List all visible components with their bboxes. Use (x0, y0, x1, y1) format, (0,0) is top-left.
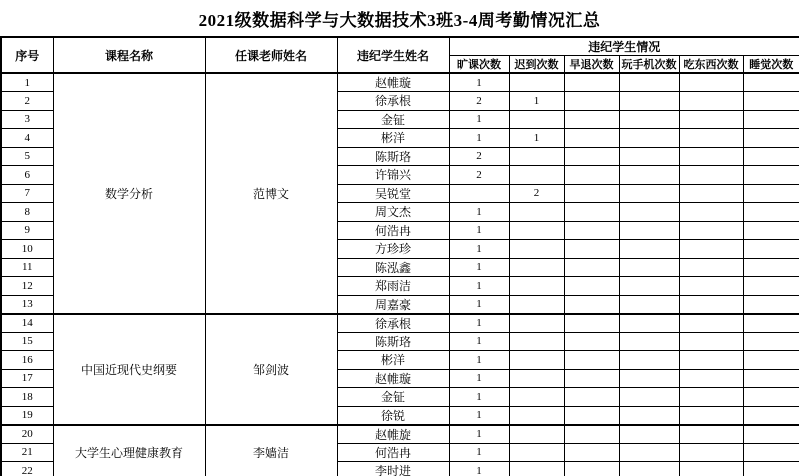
cell-student-name: 徐锐 (337, 406, 449, 425)
cell-count-eating (679, 406, 743, 425)
cell-count-absence: 1 (449, 314, 509, 333)
cell-count-phone (619, 425, 679, 444)
cell-count-absence: 1 (449, 351, 509, 370)
cell-count-eating (679, 332, 743, 351)
cell-count-late: 1 (509, 129, 564, 148)
cell-count-phone (619, 351, 679, 370)
cell-count-eating (679, 166, 743, 185)
cell-serial-number: 5 (1, 147, 53, 166)
cell-count-phone (619, 129, 679, 148)
cell-count-absence: 1 (449, 443, 509, 462)
cell-count-absence: 1 (449, 221, 509, 240)
cell-count-early-leave (564, 166, 619, 185)
cell-count-eating (679, 221, 743, 240)
cell-teacher-name: 邹剑波 (205, 314, 337, 425)
cell-count-early-leave (564, 406, 619, 425)
cell-count-sleeping (743, 406, 799, 425)
cell-count-sleeping (743, 277, 799, 296)
cell-count-sleeping (743, 443, 799, 462)
cell-student-name: 李时进 (337, 462, 449, 476)
cell-count-phone (619, 240, 679, 259)
cell-count-early-leave (564, 314, 619, 333)
cell-count-phone (619, 184, 679, 203)
cell-student-name: 金钲 (337, 388, 449, 407)
header-course-name: 课程名称 (53, 37, 205, 73)
cell-count-eating (679, 92, 743, 111)
cell-count-absence: 1 (449, 129, 509, 148)
cell-student-name: 方珍珍 (337, 240, 449, 259)
cell-count-eating (679, 443, 743, 462)
cell-count-late (509, 369, 564, 388)
cell-count-absence: 1 (449, 388, 509, 407)
cell-count-sleeping (743, 203, 799, 222)
cell-student-name: 赵帷璇 (337, 73, 449, 92)
cell-serial-number: 16 (1, 351, 53, 370)
cell-count-absence: 1 (449, 73, 509, 92)
cell-count-late (509, 425, 564, 444)
header-row-group (1, 37, 799, 56)
cell-serial-number: 22 (1, 462, 53, 476)
cell-student-name: 赵帷旋 (337, 425, 449, 444)
cell-student-name: 陈斯珞 (337, 147, 449, 166)
cell-count-eating (679, 73, 743, 92)
cell-count-phone (619, 110, 679, 129)
cell-count-early-leave (564, 129, 619, 148)
cell-serial-number: 13 (1, 295, 53, 314)
cell-count-eating (679, 425, 743, 444)
cell-count-sleeping (743, 240, 799, 259)
header-teacher-name: 任课老师姓名 (205, 37, 337, 73)
cell-count-late (509, 351, 564, 370)
cell-count-phone (619, 92, 679, 111)
cell-student-name: 许锦兴 (337, 166, 449, 185)
cell-count-absence: 1 (449, 203, 509, 222)
cell-serial-number: 3 (1, 110, 53, 129)
cell-count-early-leave (564, 147, 619, 166)
cell-student-name: 吴锐堂 (337, 184, 449, 203)
cell-course-name: 中国近现代史纲要 (53, 314, 205, 425)
cell-count-eating (679, 388, 743, 407)
cell-count-late (509, 73, 564, 92)
cell-teacher-name: 李嫱洁 (205, 425, 337, 476)
cell-count-sleeping (743, 184, 799, 203)
cell-student-name: 彬洋 (337, 351, 449, 370)
cell-count-late (509, 462, 564, 476)
cell-serial-number: 9 (1, 221, 53, 240)
cell-serial-number: 2 (1, 92, 53, 111)
cell-count-early-leave (564, 92, 619, 111)
page-title: 2021级数据科学与大数据技术3班3-4周考勤情况汇总 (198, 10, 601, 30)
cell-count-phone (619, 406, 679, 425)
cell-count-phone (619, 73, 679, 92)
cell-count-eating (679, 295, 743, 314)
cell-count-sleeping (743, 351, 799, 370)
header-absence-count: 旷课次数 (449, 56, 509, 74)
cell-count-early-leave (564, 332, 619, 351)
cell-count-late (509, 406, 564, 425)
cell-count-early-leave (564, 443, 619, 462)
cell-count-absence: 1 (449, 277, 509, 296)
cell-count-phone (619, 221, 679, 240)
attendance-table (0, 36, 799, 476)
cell-serial-number: 10 (1, 240, 53, 259)
cell-count-phone (619, 314, 679, 333)
cell-count-early-leave (564, 425, 619, 444)
cell-count-late (509, 332, 564, 351)
cell-serial-number: 8 (1, 203, 53, 222)
cell-count-early-leave (564, 388, 619, 407)
cell-count-early-leave (564, 110, 619, 129)
cell-student-name: 郑雨洁 (337, 277, 449, 296)
cell-count-phone (619, 462, 679, 476)
cell-count-early-leave (564, 258, 619, 277)
cell-count-early-leave (564, 221, 619, 240)
cell-serial-number: 17 (1, 369, 53, 388)
table-body (1, 73, 799, 476)
cell-serial-number: 15 (1, 332, 53, 351)
cell-count-absence: 1 (449, 110, 509, 129)
cell-student-name: 金钲 (337, 110, 449, 129)
cell-count-sleeping (743, 147, 799, 166)
table-row (1, 73, 799, 92)
cell-serial-number: 1 (1, 73, 53, 92)
cell-count-absence: 1 (449, 369, 509, 388)
cell-count-late (509, 203, 564, 222)
cell-count-absence (449, 184, 509, 203)
cell-count-absence: 2 (449, 92, 509, 111)
cell-count-eating (679, 351, 743, 370)
cell-student-name: 陈斯珞 (337, 332, 449, 351)
cell-serial-number: 4 (1, 129, 53, 148)
cell-count-phone (619, 332, 679, 351)
cell-count-late: 1 (509, 92, 564, 111)
cell-count-phone (619, 443, 679, 462)
cell-count-early-leave (564, 240, 619, 259)
cell-count-sleeping (743, 258, 799, 277)
cell-count-phone (619, 277, 679, 296)
header-late-count: 迟到次数 (509, 56, 564, 74)
cell-serial-number: 21 (1, 443, 53, 462)
header-early-leave-count: 早退次数 (564, 56, 619, 74)
cell-count-late (509, 166, 564, 185)
table-row (1, 425, 799, 444)
cell-count-sleeping (743, 92, 799, 111)
cell-count-sleeping (743, 332, 799, 351)
header-violation-group: 违纪学生情况 (449, 37, 799, 56)
cell-serial-number: 18 (1, 388, 53, 407)
cell-count-eating (679, 184, 743, 203)
cell-count-sleeping (743, 110, 799, 129)
cell-count-eating (679, 203, 743, 222)
cell-count-early-leave (564, 369, 619, 388)
cell-count-absence: 1 (449, 258, 509, 277)
cell-count-early-leave (564, 184, 619, 203)
cell-count-early-leave (564, 277, 619, 296)
cell-count-eating (679, 147, 743, 166)
cell-count-late (509, 258, 564, 277)
header-phone-count: 玩手机次数 (619, 56, 679, 74)
cell-count-early-leave (564, 295, 619, 314)
cell-student-name: 何浩冉 (337, 443, 449, 462)
cell-serial-number: 14 (1, 314, 53, 333)
header-student-name: 违纪学生姓名 (337, 37, 449, 73)
cell-count-eating (679, 240, 743, 259)
cell-teacher-name: 范博文 (205, 73, 337, 314)
cell-count-late (509, 277, 564, 296)
cell-count-phone (619, 147, 679, 166)
cell-count-absence: 1 (449, 240, 509, 259)
cell-course-name: 大学生心理健康教育 (53, 425, 205, 476)
cell-serial-number: 6 (1, 166, 53, 185)
cell-student-name: 徐承根 (337, 92, 449, 111)
cell-serial-number: 12 (1, 277, 53, 296)
cell-count-eating (679, 462, 743, 476)
cell-count-phone (619, 258, 679, 277)
table-row (1, 314, 799, 333)
cell-serial-number: 11 (1, 258, 53, 277)
cell-count-phone (619, 166, 679, 185)
cell-count-sleeping (743, 221, 799, 240)
cell-count-sleeping (743, 388, 799, 407)
cell-count-sleeping (743, 295, 799, 314)
cell-student-name: 彬洋 (337, 129, 449, 148)
cell-count-early-leave (564, 73, 619, 92)
cell-count-late (509, 388, 564, 407)
cell-count-late (509, 240, 564, 259)
cell-count-late (509, 110, 564, 129)
cell-count-phone (619, 295, 679, 314)
cell-count-absence: 1 (449, 332, 509, 351)
cell-serial-number: 19 (1, 406, 53, 425)
cell-student-name: 周文杰 (337, 203, 449, 222)
header-eating-count: 吃东西次数 (679, 56, 743, 74)
cell-count-absence: 1 (449, 425, 509, 444)
cell-count-absence: 1 (449, 406, 509, 425)
cell-count-early-leave (564, 462, 619, 476)
cell-student-name: 赵帷璇 (337, 369, 449, 388)
cell-course-name: 数学分析 (53, 73, 205, 314)
cell-count-late (509, 443, 564, 462)
cell-count-eating (679, 129, 743, 148)
header-serial-number: 序号 (1, 37, 53, 73)
cell-count-sleeping (743, 425, 799, 444)
cell-count-late (509, 147, 564, 166)
cell-count-absence: 1 (449, 462, 509, 476)
cell-student-name: 徐承根 (337, 314, 449, 333)
cell-count-phone (619, 388, 679, 407)
cell-count-phone (619, 369, 679, 388)
cell-count-late: 2 (509, 184, 564, 203)
cell-count-eating (679, 369, 743, 388)
cell-count-sleeping (743, 73, 799, 92)
cell-count-eating (679, 314, 743, 333)
cell-count-late (509, 314, 564, 333)
cell-student-name: 周嘉豪 (337, 295, 449, 314)
cell-count-eating (679, 258, 743, 277)
cell-count-late (509, 221, 564, 240)
header-sleeping-count: 睡觉次数 (743, 56, 799, 74)
cell-count-sleeping (743, 314, 799, 333)
cell-count-early-leave (564, 203, 619, 222)
cell-student-name: 陈泓鑫 (337, 258, 449, 277)
cell-count-absence: 2 (449, 147, 509, 166)
cell-count-sleeping (743, 462, 799, 476)
cell-count-early-leave (564, 351, 619, 370)
cell-count-absence: 2 (449, 166, 509, 185)
cell-count-sleeping (743, 369, 799, 388)
cell-student-name: 何浩冉 (337, 221, 449, 240)
cell-count-absence: 1 (449, 295, 509, 314)
cell-count-eating (679, 110, 743, 129)
cell-count-phone (619, 203, 679, 222)
cell-serial-number: 7 (1, 184, 53, 203)
cell-count-late (509, 295, 564, 314)
cell-count-sleeping (743, 166, 799, 185)
cell-count-sleeping (743, 129, 799, 148)
cell-count-eating (679, 277, 743, 296)
cell-serial-number: 20 (1, 425, 53, 444)
